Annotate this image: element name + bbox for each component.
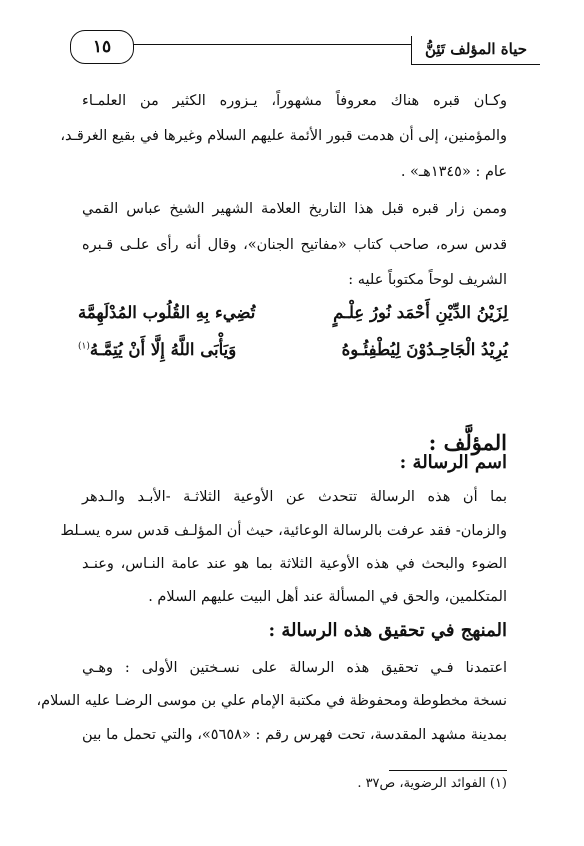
paragraph-line: بما أن هذه الرسالة تتحدث عن الأوعية الثلاثـة -الأبـد والـدهر: [82, 489, 507, 505]
subsection-heading: اسم الرسالة :: [399, 452, 507, 473]
poem-hemistich: يُرِيْدُ الْجَاحِـدُوْنَ لِيُطْفِئُـوهُ: [341, 340, 508, 359]
poem-verse: [78, 303, 508, 333]
paragraph-line: والمؤمنين، إلى أن هدمت قبور الأئمة عليهم السلام وغيرها في بقيع الغرقـد،: [60, 128, 507, 144]
paragraph-line: الشريف لوحاً مكتوباً عليه :: [348, 272, 507, 288]
poem-hemistich-text: وَيَأْبَى اللَّهُ إِلَّا أَنْ يُتِمَّـهُ: [89, 340, 237, 359]
poem-hemistich: لِزَيْنُ الدِّيْنِ أَحْمَد نُورُ عِلْـمٍ: [333, 303, 508, 322]
paragraph-line: والزمان- فقد عرفت بالرسالة الوعائية، حيث أن المؤلـف قدس سره يسـلط: [60, 523, 507, 539]
paragraph-line: وكـان قبره هناك معروفاً مشهوراً، يـزوره الكثير من العلمـاء: [82, 93, 507, 109]
poem-hemistich: [78, 340, 236, 359]
paragraph-line: الضوء والبحث في هذه الأوعية الثلاثة بما هو عند عامة النـاس، وعنـد: [82, 556, 507, 572]
paragraph-line: عام : «١٣٤٥هـ» .: [400, 164, 507, 180]
running-header: [70, 26, 540, 66]
running-title: حياة المؤلف تَئِنُّ: [411, 36, 540, 65]
section-heading: المؤلَّف :: [428, 430, 507, 455]
poem-verse: [78, 340, 508, 370]
paragraph-line: اعتمدنا فـي تحقيق هذه الرسالة على نسـختين الأولى : وهـي: [82, 660, 507, 676]
paragraph-line: بمدينة مشهد المقدسة، تحت فهرس رقم : «٥٦٥٨»، والتي تحمل ما بين: [82, 727, 507, 743]
subsection-heading: المنهج في تحقيق هذه الرسالة :: [268, 620, 507, 641]
footnote-separator: [389, 770, 507, 771]
page-number: ١٥: [70, 30, 134, 64]
paragraph-line: نسخة مخطوطة ومحفوظة في مكتبة الإمام علي بن موسى الرضـا عليه السلام،: [36, 693, 507, 709]
footnote-reference: (١): [78, 341, 90, 352]
paragraph-line: قدس سره، صاحب كتاب «مفاتيح الجنان»، وقال أنه رأى علـى قـبره: [82, 237, 507, 253]
footnote: (١) الفوائد الرضوية، ص٣٧ .: [357, 776, 507, 791]
paragraph-line: وممن زار قبره قبل هذا التاريخ العلامة الشهير الشيخ عباس القمي: [82, 201, 507, 217]
poem-hemistich: تُضِيء بِهِ القُلُوب المُدْلَهِمَّة: [78, 303, 256, 322]
paragraph-line: المتكلمين، والحق في المسألة عند أهل البيت عليهم السلام .: [148, 589, 507, 605]
